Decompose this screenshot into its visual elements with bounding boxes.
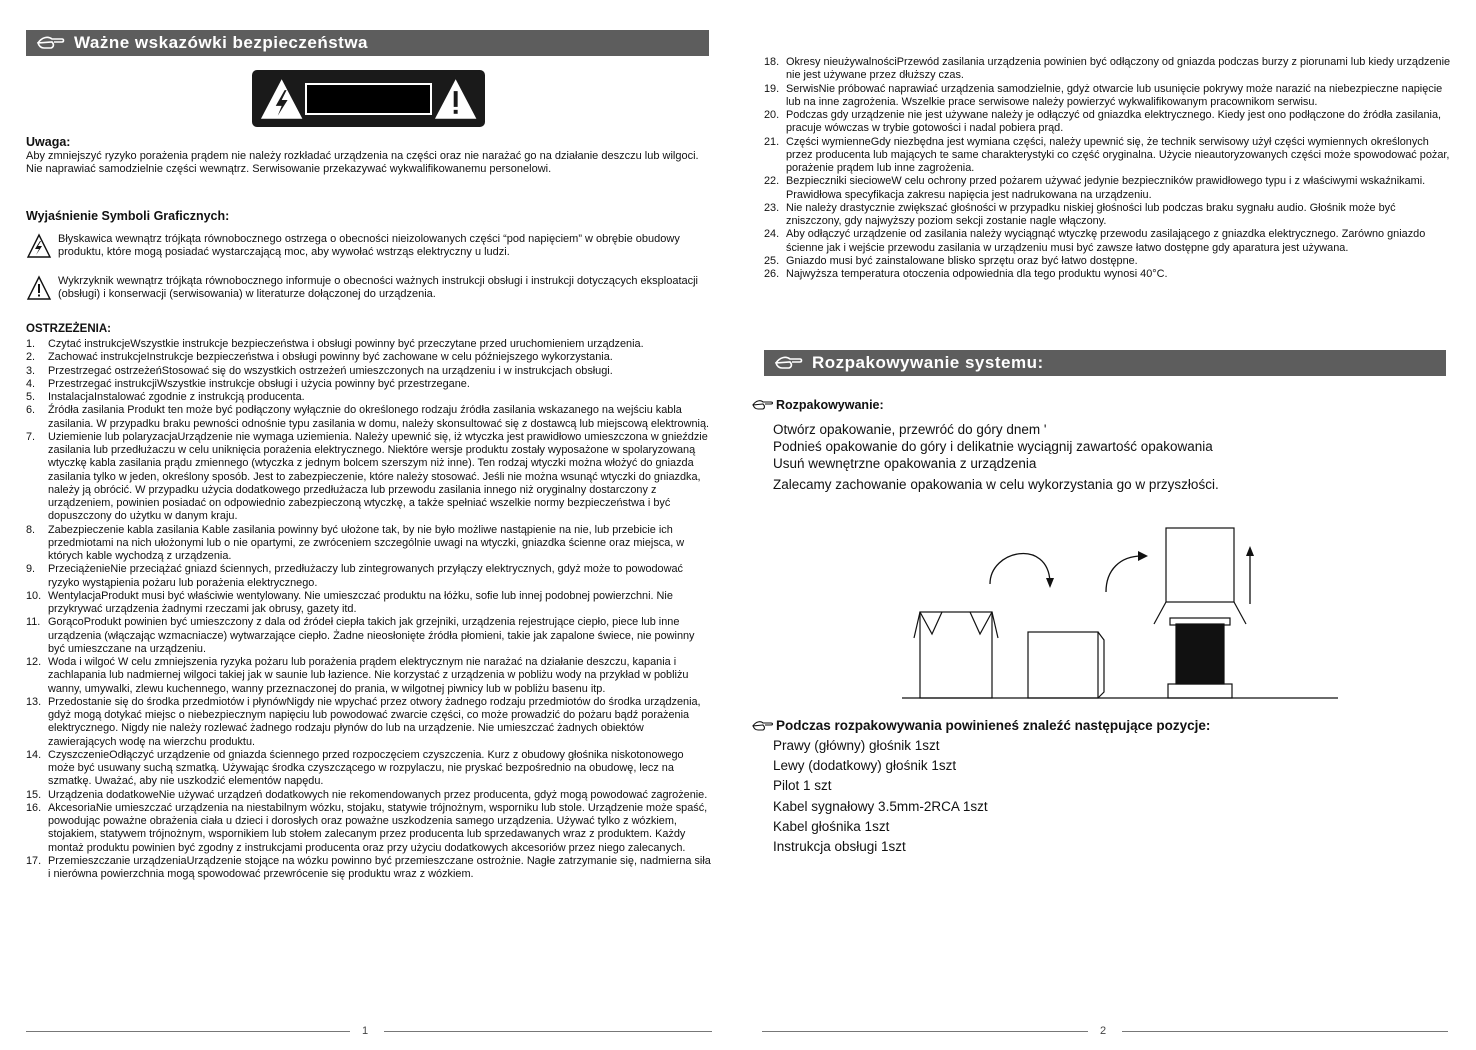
warning-text: Przedostanie się do środka przedmiotów i płynówNigdy nie wpychać przez otwory żadnego rodzaju przedmiotów do środka urządzenia, gdyż mogą dotykać miejsc o niebezpiecznym napięciu lub powodować zwarcie części, co może prowadzić do pożaru bądź porażenia elektrycznego. Nigdy nie należy rozlewać żadnego rodzaju płynów do lub na urządzenie. Nie umieszczać żadnych obiektów zawierających wodę na wierzchu produktu. bbox=[48, 695, 701, 748]
unpacking-illustration bbox=[898, 520, 1348, 710]
warning-number: 23. bbox=[764, 201, 780, 214]
warning-item bbox=[26, 351, 712, 364]
rotate-arrow-1 bbox=[990, 554, 1050, 584]
warning-number: 8. bbox=[26, 523, 36, 536]
warning-item bbox=[26, 855, 712, 882]
warning-item bbox=[26, 365, 712, 378]
unpacking-section-header bbox=[764, 350, 1446, 376]
warning-text: Najwyższa temperatura otoczenia odpowiednia dla tego produktu wynosi 40°C. bbox=[786, 268, 1168, 280]
warning-number: 24. bbox=[764, 228, 780, 241]
lightning-triangle-icon bbox=[26, 233, 52, 259]
warning-item bbox=[764, 202, 1454, 229]
warning-text: Urządzenia dodatkoweNie używać urządzeń dodatkowych nie rekomendowanych przez producenta, gdyż mogą powodować zagrożenie. bbox=[48, 788, 708, 801]
list-item: Pilot 1 szt bbox=[773, 778, 832, 794]
warning-number: 12. bbox=[26, 656, 42, 668]
exclamation-explanation-text: Wykrzyknik wewnątrz trójkąta równobocznego informuje o obecności ważnych instrukcji obsługi i instrukcji dotyczących eksploatacji (obsługi) i konserwacji (serwisowania) w literaturze dołączonej do urządzenia. bbox=[58, 275, 699, 301]
contents-title: Podczas rozpakowywania powinieneś znaleźć następujące pozycje: bbox=[776, 718, 1211, 733]
contents-list bbox=[773, 736, 988, 857]
box-upside-down bbox=[1028, 632, 1104, 698]
warning-number: 10. bbox=[26, 589, 42, 602]
unpack-step: Usuń wewnętrzne opakowania z urządzenia bbox=[773, 456, 1037, 471]
warning-text: Gniazdo musi być zainstalowane blisko sprzętu oraz być łatwo dostępne. bbox=[786, 254, 1138, 267]
unpack-step: Otwórz opakowanie, przewróć do góry dnem ' bbox=[773, 422, 1047, 437]
warning-item bbox=[764, 255, 1454, 268]
warning-number: 16. bbox=[26, 801, 42, 814]
warning-text: Woda i wilgoć W celu zmniejszenia ryzyka pożaru lub porażenia prądem elektrycznym nie narażać na działanie deszczu, kapania i zachlapania lub nadmiernej wilgoci takiej jak w saunie lub łazience. Nie korzystać z urządzenia w pobliżu wody na przykład w pobliżu wanny, umywalki, zlewu kuchennego, wanny przeznaczonej do prania, w wilgotnej piwnicy lub w pobliżu basenu itp. bbox=[48, 656, 689, 695]
warning-text: Przestrzegać ostrzeżeńStosować się do wszystkich ostrzeżeń umieszczonych na urządzeniu i w instrukcjach obsługi. bbox=[48, 364, 613, 377]
warning-number: 7. bbox=[26, 430, 36, 443]
warning-text: Bezpieczniki siecioweW celu ochrony przed pożarem używać jedynie bezpieczników prawidłowego typu i z właściwymi wskaźnikami. Prawidłowa specyfikacja zakresu napięcia jest nadrukowana na urządzeniu. bbox=[786, 175, 1426, 201]
warning-text: PrzeciążenieNie przeciążać gniazd ściennych, przedłużaczy lub zintegrowanych przyłączy elektrycznych, gdyż może to powodować ryzyko wystąpienia pożaru lub porażenia elektrycznego. bbox=[48, 563, 683, 589]
pointing-hand-icon bbox=[774, 353, 804, 373]
lightning-triangle-icon bbox=[258, 76, 305, 122]
warning-number: 22. bbox=[764, 175, 780, 188]
warning-number: 17. bbox=[26, 854, 42, 867]
warning-number: 19. bbox=[764, 82, 780, 95]
lightning-explanation-text: Błyskawica wewnątrz trójkąta równobocznego ostrzega o obecności nieizolowanych części “pod napięciem” w obrębie obudowy produktu, które mogą posiadać wystarczającą moc, aby wywołać wstrząs elektryczny u ludzi. bbox=[58, 233, 680, 259]
warning-number: 5. bbox=[26, 391, 36, 403]
warning-item bbox=[26, 391, 712, 404]
warning-item bbox=[26, 378, 712, 391]
warning-item bbox=[26, 616, 712, 656]
warning-number: 6. bbox=[26, 404, 36, 417]
warning-banner-panel bbox=[305, 83, 431, 115]
exclamation-triangle-icon bbox=[26, 275, 52, 301]
warnings-title: OSTRZEŻENIA: bbox=[26, 323, 111, 335]
warning-item bbox=[26, 338, 712, 351]
box-open-top bbox=[914, 612, 998, 698]
warning-item bbox=[26, 656, 712, 696]
warning-number: 2. bbox=[26, 351, 36, 364]
warning-item bbox=[764, 83, 1454, 110]
warning-item bbox=[26, 563, 712, 590]
warning-text: WentylacjaProdukt musi być właściwie wentylowany. Nie umieszczać produktu na łóżku, sofie lub innej podobnej powierzchni. Nie przykrywać urządzenia żadnymi rzeczami jak obrusy, gazety itd. bbox=[48, 589, 673, 615]
list-item: Kabel sygnałowy 3.5mm-2RCA 1szt bbox=[773, 798, 988, 814]
warning-text: Przestrzegać instrukcjiWszystkie instrukcje obsługi i użycia powinny być przestrzegane. bbox=[48, 377, 470, 390]
warning-number: 11. bbox=[26, 616, 41, 629]
list-item: Lewy (dodatkowy) głośnik 1szt bbox=[773, 758, 957, 774]
warning-item bbox=[26, 696, 712, 749]
unpack-title: Rozpakowywanie: bbox=[776, 398, 884, 412]
warning-text: SerwisNie próbować naprawiać urządzenia samodzielnie, gdyż otwarcie lub usunięcie pokrywy może narazić na niebezpieczne napięcie lub na inne zagrożenia. Wszelkie prace serwisowe należy powierzyć wykwalifikowanym pracownikom serwisu. bbox=[786, 82, 1443, 108]
footer-rule bbox=[762, 1031, 1088, 1032]
warning-number: 14. bbox=[26, 748, 42, 761]
warning-text: Podczas gdy urządzenie nie jest używane należy je odłączyć od gniazdka elektrycznego. Kiedy jest ono podłączone do źródła zasilania, pracuje wówczas w trybie gotowości i nadal pobiera prąd. bbox=[786, 109, 1442, 135]
warning-item bbox=[26, 524, 712, 564]
section-title: Rozpakowywanie systemu: bbox=[812, 353, 1044, 372]
lightning-explanation bbox=[26, 233, 716, 260]
warning-text: CzyszczenieOdłączyć urządzenie od gniazda ściennego przed rozpoczęciem czyszczenia. Kurz z obudowy głośnika niskotonowego może być usuwany suchą szmatką. Używając środka czyszczącego w rozpylaczu, nie pryskać bezpośrednio na obudowę, lecz na szmatkę. Uważać, aby nie uszkodzić elementów napędu. bbox=[48, 748, 684, 788]
footer-rule bbox=[384, 1031, 712, 1032]
footer-left bbox=[0, 1022, 738, 1042]
uwaga-title: Uwaga: bbox=[26, 135, 71, 149]
warning-text: InstalacjaInstalować zgodnie z instrukcją producenta. bbox=[48, 391, 305, 403]
warning-text: Części wymienneGdy niezbędna jest wymiana części, należy upewnić się, że technik serwisowy użył części wymiennych określonych przez producenta lub mających te same charakterystyki co część oryginalna. Użycie nieautoryzowanych części może spowodować pożar, porażenie prądem lub inne zagrożenia. bbox=[786, 135, 1450, 174]
warning-text: Okresy nieużywalnościPrzewód zasilania urządzenia powinien być odłączony od gniazda podczas burzy z piorunami lub kiedy urządzenie nie jest używane przez dłuższy czas. bbox=[786, 56, 1451, 82]
warning-text: Przemieszczanie urządzeniaUrządzenie stojące na wózku powinno być przemieszczane ostrożnie. Nagłe zatrzymanie się, nadmierna siła i nierówna powierzchnia mogą spowodować przewrócenie się produktu wraz z wózkiem. bbox=[48, 854, 711, 880]
warning-text: Zachować instrukcjeInstrukcje bezpieczeństwa i obsługi powinny być zachowane w celu późniejszego wykorzystania. bbox=[48, 351, 613, 364]
warning-number: 21. bbox=[764, 135, 780, 148]
warning-item bbox=[26, 431, 712, 524]
warning-item bbox=[26, 404, 712, 431]
warning-item bbox=[764, 56, 1454, 83]
warning-item bbox=[26, 749, 712, 789]
list-item: Kabel głośnika 1szt bbox=[773, 818, 890, 834]
symbols-title: Wyjaśnienie Symboli Graficznych: bbox=[26, 209, 230, 223]
warning-item bbox=[764, 175, 1454, 202]
warning-number: 26. bbox=[764, 268, 780, 280]
warning-number: 25. bbox=[764, 254, 780, 267]
page-right bbox=[738, 0, 1476, 1050]
list-item: Prawy (główny) głośnik 1szt bbox=[773, 738, 940, 753]
footer-rule bbox=[26, 1031, 350, 1032]
warning-text: Źródła zasilania Produkt ten może być podłączony wyłącznie do określonego rodzaju źródła zasilania wskazanego na wejściu kabla zasilania. W przypadku braku pewności odnośnie typu zasilania w domu, należy skonsultować się z dostawcą lub miejscową elektrownią. bbox=[48, 404, 710, 430]
warning-item bbox=[764, 268, 1454, 281]
uwaga-text: Aby zmniejszyć ryzyko porażenia prądem nie należy rozkładać urządzenia na części oraz nie narażać go na działanie deszczu lub wilgoci. Nie naprawiać samodzielnie części wewnątrz. Serwisowanie przekazywać wykwalifikowanemu personelowi. bbox=[26, 150, 699, 176]
warning-number: 20. bbox=[764, 109, 780, 121]
page-number: 2 bbox=[1100, 1025, 1107, 1037]
warnings-list-left bbox=[26, 338, 712, 881]
warning-number: 3. bbox=[26, 364, 36, 377]
warning-number: 15. bbox=[26, 788, 42, 801]
warning-text: Uziemienie lub polaryzacjaUrządzenie nie wymaga uziemienia. Należy upewnić się, iż wtyczka jest prawidłowo umieszczona w gnieździe zasilania lub przedłużaczu w celu uniknięcia porażenia elektrycznego. Niektóre wersje produktu zostały wyposażone w spolaryzowaną wtyczkę kabla zasilania prądu zmiennego (wtyczka z jednym bolcem szerszym niż inne). Ten rodzaj wtyczki można włożyć do gniazda zasilania tylko w jeden, określony sposób. Jest to zabezpieczenie, które należy stosować. Jeśli nie można wsunąć wtyczki do gniazdka, należy ją obrócić. W przypadku użycia dodatkowego przedłużacza lub przewodu zasilania innego niż oryginalny dostarczony z urządzeniem, powinien posiadać on odpowiednio zabezpieczoną wtyczkę, a także spełniać wszelkie normy bezpieczeństwa i być dopuszczony do użytku w danym kraju. bbox=[48, 430, 708, 523]
pointing-hand-icon bbox=[36, 33, 66, 53]
pointing-hand-icon bbox=[752, 719, 774, 733]
pointing-hand-icon bbox=[752, 398, 774, 412]
unpack-steps bbox=[773, 421, 1219, 493]
section-title: Ważne wskazówki bezpieczeństwa bbox=[74, 33, 369, 52]
warning-text: AkcesoriaNie umieszczać urządzenia na niestabilnym wózku, stojaku, statywie trójnożnym, wsporniku lub stole. Urządzenie może spaść, powodując poważne obrażenia ciała u dzieci i dorosłych oraz poważne uszkodzenia samego urządzenia. Używać tylko z wózkiem, stojakiem, statywem trójnożnym, wspornikiem lub stołem zalecanym przez producenta lub sprzedawanych wraz z produktem. Każdy montaż produktu powinien być zgodny z instrukcjami producenta oraz przy użyciu dodatkowych akcesoriów przez niego zalecanych. bbox=[48, 801, 708, 854]
unpack-step: Podnieś opakowanie do góry i delikatnie wyciągnij zawartość opakowania bbox=[773, 439, 1213, 454]
warning-item bbox=[26, 789, 712, 802]
footer-rule bbox=[1122, 1031, 1448, 1032]
warning-number: 1. bbox=[26, 338, 36, 350]
warning-text: Aby odłączyć urządzenie od zasilania należy wyciągnąć wtyczkę przewodu zasilającego z gniazdka elektrycznego. Zarówno gniazdo ścienne jak i wejście przewodu zasilania w urządzeniu musi być zawsze łatwo dostępne gdy aparatura jest używana. bbox=[786, 228, 1426, 254]
warning-item bbox=[764, 228, 1454, 255]
warning-text: Nie należy drastycznie zwiększać głośności w przypadku niskiej głośności lub podczas braku sygnału audio. Głośnik może być zniszczony, gdy najwyższy poziom sekcji zostanie nagle włączony. bbox=[786, 201, 1396, 227]
warning-number: 13. bbox=[26, 695, 42, 708]
rotate-arrow-2 bbox=[1106, 556, 1142, 592]
warning-number: 9. bbox=[26, 563, 36, 576]
box-lifted-with-speaker bbox=[1154, 528, 1246, 698]
unpack-recommendation: Zalecamy zachowanie opakowania w celu wykorzystania go w przyszłości. bbox=[773, 477, 1219, 492]
safety-section-header bbox=[26, 30, 709, 56]
warning-item bbox=[26, 590, 712, 617]
list-item: Instrukcja obsługi 1szt bbox=[773, 839, 906, 855]
warning-item bbox=[26, 802, 712, 855]
footer-right bbox=[738, 1022, 1476, 1042]
unpack-subheading bbox=[752, 398, 884, 412]
warning-text: GorącoProdukt powinien być umieszczony z dala od źródeł ciepła takich jak grzejniki, urządzenia rejestrujące ciepło, piece lub inne urządzenia (włączając wzmacniacze) wytwarzające ciepło. Żadne nieosłonięte źródła płomieni, takie jak zapalone świece, nie powinny być umieszczane na urządzeniu. bbox=[48, 616, 695, 655]
warning-text: Zabezpieczenie kabla zasilania Kable zasilania powinny być ułożone tak, by nie było możliwe nastąpienie na nie, lub przebicie ich przedmiotami na nich ułożonymi lub o nie opartymi, ze zwróceniem szczególnie uwagi na wtyczki, gniazdka ścienne oraz miejsca, w których kable wychodzą z urządzenia. bbox=[48, 523, 685, 562]
warning-banner bbox=[252, 70, 485, 127]
page-number: 1 bbox=[362, 1025, 369, 1037]
exclamation-explanation bbox=[26, 275, 716, 302]
warning-text: Czytać instrukcjeWszystkie instrukcje bezpieczeństwa i obsługi powinny być przeczytane przed uruchomieniem urządzenia. bbox=[48, 338, 644, 350]
warning-item bbox=[764, 136, 1454, 176]
exclamation-triangle-icon bbox=[432, 76, 479, 122]
warnings-list-right bbox=[764, 56, 1454, 281]
warning-number: 18. bbox=[764, 56, 780, 68]
warning-item bbox=[764, 109, 1454, 136]
contents-subheading bbox=[752, 718, 1210, 733]
warning-number: 4. bbox=[26, 377, 36, 390]
